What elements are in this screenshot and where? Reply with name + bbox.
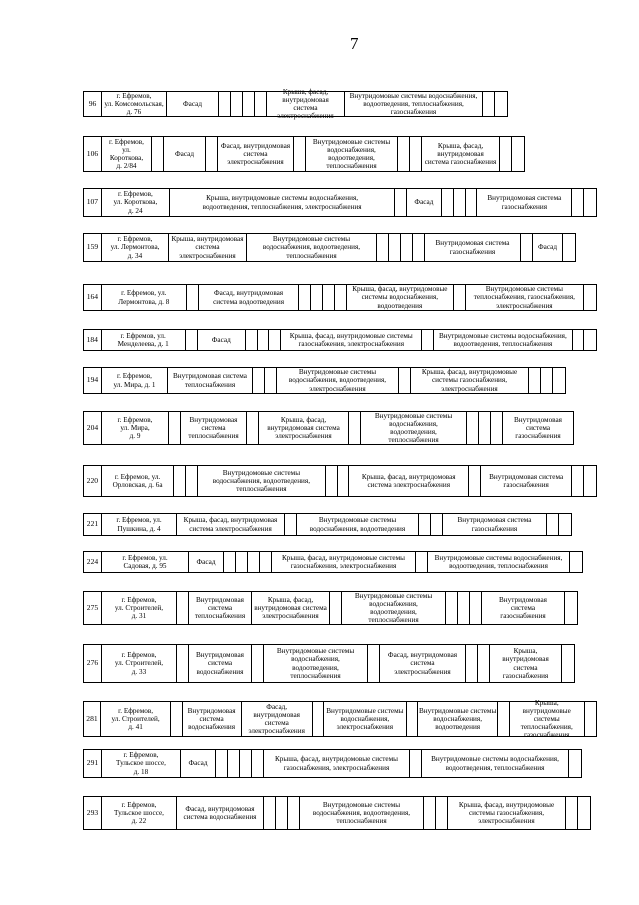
schedule-row-96 [83, 87, 508, 121]
work-cell: Внутридомовые системы водоснабжения, водоотведения, теплоснабжения [264, 645, 368, 682]
row-number-cell: 291 [84, 750, 102, 777]
work-cell [389, 234, 401, 261]
work-cell [255, 92, 267, 116]
work-cell [466, 189, 478, 216]
work-cell: Фасад, внутридомовая система электроснабжения [218, 137, 294, 171]
work-cell [252, 645, 264, 682]
row-number-cell: 107 [84, 189, 102, 216]
work-cell [424, 797, 436, 829]
work-cell [377, 234, 389, 261]
work-cell: Внутридомовая система водоснабжения [189, 645, 252, 682]
address-cell: г. Ефремов, ул. Орловская, д. 6а [102, 466, 175, 496]
work-cell [572, 189, 584, 216]
work-cell [253, 368, 265, 393]
work-cell [236, 552, 248, 572]
work-cell [559, 514, 571, 535]
work-cell [398, 137, 410, 171]
work-cell [248, 552, 260, 572]
work-cell [177, 592, 189, 624]
work-cell [265, 368, 277, 393]
work-cell [467, 412, 479, 444]
work-cell [458, 592, 470, 624]
work-cell [491, 412, 503, 444]
work-cell [313, 702, 324, 736]
work-cell [401, 234, 413, 261]
work-cell [553, 368, 565, 393]
work-cell [219, 92, 231, 116]
row-number-cell: 220 [84, 466, 102, 496]
work-cell [395, 189, 407, 216]
row-number-cell: 164 [84, 285, 102, 310]
work-cell [349, 412, 361, 444]
work-cell [512, 137, 524, 171]
work-cell: Крыша, фасад, внутридомовые системы газоснабжения, электроснабжения [272, 552, 416, 572]
work-cell [285, 514, 297, 535]
address-cell: г. Ефремов, ул. Короткова, д. 2/84 [102, 137, 152, 171]
work-cell: Крыша, внутридомовая система газоснабжения [490, 645, 562, 682]
work-cell [478, 645, 490, 682]
address-cell: г. Ефремов, ул. Строителей, д. 33 [102, 645, 177, 682]
work-cell: Крыша, фасад, внутридомовые системы газоснабжения, электроснабжения [411, 368, 529, 393]
work-cell [541, 368, 553, 393]
work-cell [419, 514, 431, 535]
address-cell: г. Ефремов, ул. Строителей, д. 31 [102, 592, 177, 624]
work-cell [326, 466, 338, 496]
row-number-cell: 275 [84, 592, 102, 624]
work-cell [299, 285, 311, 310]
work-cell: Фасад [181, 750, 216, 777]
work-cell [186, 466, 198, 496]
work-cell [479, 412, 491, 444]
work-cell: Крыша, фасад, внутридомовая система газоснабжения [422, 137, 500, 171]
work-cell: Фасад [164, 137, 206, 171]
work-cell: Внутридомовая система газоснабжения [514, 415, 562, 441]
schedule-row-184 [83, 329, 597, 351]
work-cell: Внутридомовые системы водоснабжения, водоотведения, теплоснабжения [434, 330, 572, 350]
row-number-cell: 194 [84, 368, 102, 393]
schedule-row-276 [83, 644, 575, 683]
work-cell: Внутридомовая система теплоснабжения [168, 368, 253, 393]
work-cell: Внутридомовые системы водоснабжения, водоотведения, теплоснабжения [198, 466, 326, 496]
address-cell: г. Ефремов, ул. Мира, д. 9 [102, 412, 169, 444]
work-cell [436, 797, 448, 829]
work-cell: Внутридомовые системы водоснабжения, водоотведения, теплоснабжения [428, 552, 570, 572]
work-cell [169, 412, 181, 444]
work-cell: Внутридомовые системы водоснабжения, водоотведения [297, 514, 419, 535]
work-cell [187, 285, 199, 310]
schedule-row-220 [83, 465, 597, 497]
work-cell [216, 750, 228, 777]
work-cell [335, 285, 347, 310]
work-cell [570, 552, 582, 572]
work-cell [260, 552, 272, 572]
work-cell [288, 797, 300, 829]
work-cell [470, 592, 482, 624]
work-cell [442, 189, 454, 216]
schedule-row-159 [83, 233, 576, 262]
work-cell: Внутридомовая система газоснабжения [443, 514, 547, 535]
schedule-row-164 [83, 284, 597, 311]
work-cell [240, 750, 252, 777]
work-cell: Внутридомовая система теплоснабжения [189, 592, 252, 624]
work-cell [483, 92, 495, 116]
work-cell: Крыша, внутридомовые системы водоснабжения, водоотведения, теплоснабжения, электроснабжения [170, 189, 395, 216]
row-number-cell: 204 [84, 412, 102, 444]
row-number-cell: 159 [84, 234, 102, 261]
work-cell: Внутридомовая система газоснабжения [477, 189, 572, 216]
work-cell [152, 137, 164, 171]
work-cell [529, 368, 541, 393]
work-cell [247, 412, 259, 444]
row-number-cell: 106 [84, 137, 102, 171]
work-cell [243, 92, 255, 116]
address-cell: г. Ефремов, ул. Короткова, д. 24 [102, 189, 170, 216]
work-cell [368, 645, 380, 682]
row-number-cell: 221 [84, 514, 102, 535]
work-cell [413, 234, 425, 261]
row-number-cell: 293 [84, 797, 102, 829]
work-cell: Внутридомовая система газоснабжения [482, 592, 565, 624]
row-number-cell: 184 [84, 330, 102, 350]
work-cell [174, 466, 186, 496]
address-cell: г. Ефремов, ул. Комсомольская, д. 76 [102, 92, 167, 116]
work-cell [584, 330, 596, 350]
schedule-row-107 [83, 188, 597, 217]
schedule-row-224 [83, 551, 583, 573]
work-cell: Внутридомовые системы водоснабжения, водоотведения, теплоснабжения [342, 592, 446, 624]
work-cell: Фасад [189, 552, 224, 572]
work-cell: Крыша, фасад, внутридомовые системы водоснабжения, водоотведения [347, 285, 454, 310]
work-cell [500, 137, 512, 171]
work-cell [407, 702, 418, 736]
address-cell: г. Ефремов, ул. Лермонтова, д. 34 [102, 234, 169, 261]
address-cell: г. Ефремов, ул. Мира, д. 1 [102, 368, 168, 393]
work-cell [454, 285, 466, 310]
schedule-row-293 [83, 796, 591, 830]
work-cell: Фасад [533, 234, 563, 261]
work-cell: Внутридомовые системы водоснабжения, водоотведения, теплоснабжения [247, 234, 377, 261]
work-cell: Фасад, внутридомовая система электроснабжения [380, 645, 466, 682]
address-cell: г. Ефремов, Тульское шоссе, д. 22 [102, 797, 177, 829]
work-cell [521, 234, 533, 261]
work-cell [584, 466, 596, 496]
work-cell: Крыша, фасад, внутридомовые системы газоснабжения, электроснабжения [264, 750, 410, 777]
work-cell [269, 330, 281, 350]
work-cell [206, 137, 218, 171]
schedule-row-275 [83, 591, 578, 625]
work-cell: Фасад, внутридомовая система водоотведения [199, 285, 300, 310]
work-cell [562, 645, 574, 682]
work-cell: Внутридомовые системы водоснабжения, водоотведения, теплоснабжения [422, 750, 569, 777]
work-cell [330, 592, 342, 624]
work-cell [566, 797, 578, 829]
work-cell: Фасад, внутридомовая система водоснабжения [177, 797, 264, 829]
work-cell: Внутридомовые системы теплоснабжения, газоснабжения, электроснабжения [466, 285, 585, 310]
work-cell [431, 514, 443, 535]
schedule-row-291 [83, 749, 582, 778]
work-cell [565, 592, 577, 624]
work-cell: Крыша, фасад, внутридомовая система электроснабжения [267, 92, 345, 116]
work-cell [258, 330, 270, 350]
work-cell [231, 92, 243, 116]
work-cell: Внутридомовые системы водоснабжения, водоотведения, теплоснабжения [306, 137, 398, 171]
work-cell [469, 466, 481, 496]
work-cell [399, 368, 411, 393]
work-cell: Внутридомовые системы водоснабжения, водоотведения, теплоснабжения, газоснабжения [345, 92, 483, 116]
schedule-row-204 [83, 411, 574, 445]
work-cell: Фасад, внутридомовая система электроснабжения [242, 702, 313, 736]
row-number-cell: 276 [84, 645, 102, 682]
work-cell [466, 645, 478, 682]
work-cell [294, 137, 306, 171]
work-cell [338, 466, 350, 496]
work-cell [186, 330, 198, 350]
work-cell [495, 92, 507, 116]
address-cell: г. Ефремов, Тульское шоссе, д. 18 [102, 750, 181, 777]
address-cell: г. Ефремов, ул. Менделеева, д. 1 [102, 330, 186, 350]
row-number-cell: 224 [84, 552, 102, 572]
row-number-cell: 281 [84, 702, 101, 736]
work-cell: Крыша, внутридомовые системы теплоснабжения, газоснабжения [510, 702, 585, 736]
work-cell [246, 330, 258, 350]
work-cell [276, 797, 288, 829]
work-cell [563, 234, 575, 261]
work-cell [410, 750, 422, 777]
work-cell: Крыша, фасад, внутридомовая система электроснабжения [259, 412, 349, 444]
work-cell [573, 330, 585, 350]
work-cell [177, 645, 189, 682]
address-cell: г. Ефремов, ул. Строителей, д. 41 [101, 702, 171, 736]
work-cell [264, 797, 276, 829]
schedule-row-194 [83, 367, 566, 394]
work-cell [446, 592, 458, 624]
address-cell: г. Ефремов, ул. Садовая, д. 95 [102, 552, 189, 572]
work-cell [569, 750, 581, 777]
page-number: 7 [350, 34, 359, 53]
work-cell [498, 702, 509, 736]
work-cell: Внутридомовые системы водоснабжения, водоотведения, теплоснабжения [361, 412, 467, 444]
work-cell [171, 702, 182, 736]
work-cell: Внутридомовые системы водоснабжения, водоотведения, теплоснабжения [300, 797, 424, 829]
address-cell: г. Ефремов, ул. Пушкина, д. 4 [102, 514, 177, 535]
work-cell: Крыша, фасад, внутридомовые системы газоснабжения, электроснабжения [281, 330, 422, 350]
work-cell: Крыша, фасад, внутридомовая система электроснабжения [177, 514, 285, 535]
schedule-row-281 [83, 698, 597, 740]
work-cell [422, 330, 434, 350]
work-cell: Внутридомовая система теплоснабжения [181, 412, 247, 444]
row-number-cell: 96 [84, 92, 102, 116]
schedule-row-106 [83, 136, 525, 172]
work-cell [228, 750, 240, 777]
work-cell [572, 466, 584, 496]
work-cell: Крыша, фасад, внутридомовая система электроснабжения [349, 466, 469, 496]
work-cell: Внутридомовые системы водоснабжения, электроснабжения [324, 702, 406, 736]
work-cell [311, 285, 323, 310]
work-cell: Крыша, фасад, внутридомовые системы газоснабжения, электроснабжения [448, 797, 566, 829]
work-cell [585, 702, 596, 736]
work-cell: Крыша, фасад, внутридомовая система электроснабжения [252, 592, 330, 624]
work-cell [584, 285, 596, 310]
work-cell [454, 189, 466, 216]
work-cell: Фасад [167, 92, 219, 116]
work-cell [410, 137, 422, 171]
work-cell: Внутридомовая система водоснабжения [183, 702, 242, 736]
work-cell: Фасад [407, 189, 442, 216]
work-cell [584, 189, 596, 216]
work-cell: Внутридомовая система газоснабжения [425, 234, 521, 261]
work-cell [323, 285, 335, 310]
work-cell: Фасад [198, 330, 246, 350]
work-cell [252, 750, 264, 777]
work-cell [224, 552, 236, 572]
work-cell: Внутридомовые системы водоснабжения, водоотведения [418, 702, 498, 736]
work-cell: Внутридомовая система газоснабжения [481, 466, 572, 496]
work-cell [547, 514, 559, 535]
work-cell: Внутридомовые системы водоснабжения, водоотведения, электроснабжения [277, 368, 399, 393]
schedule-row-221 [83, 513, 572, 536]
work-cell [578, 797, 590, 829]
address-cell: г. Ефремов, ул. Лермонтова, д. 8 [102, 285, 187, 310]
work-cell [416, 552, 428, 572]
work-cell: Крыша, внутридомовая система электроснабжения [169, 234, 247, 261]
